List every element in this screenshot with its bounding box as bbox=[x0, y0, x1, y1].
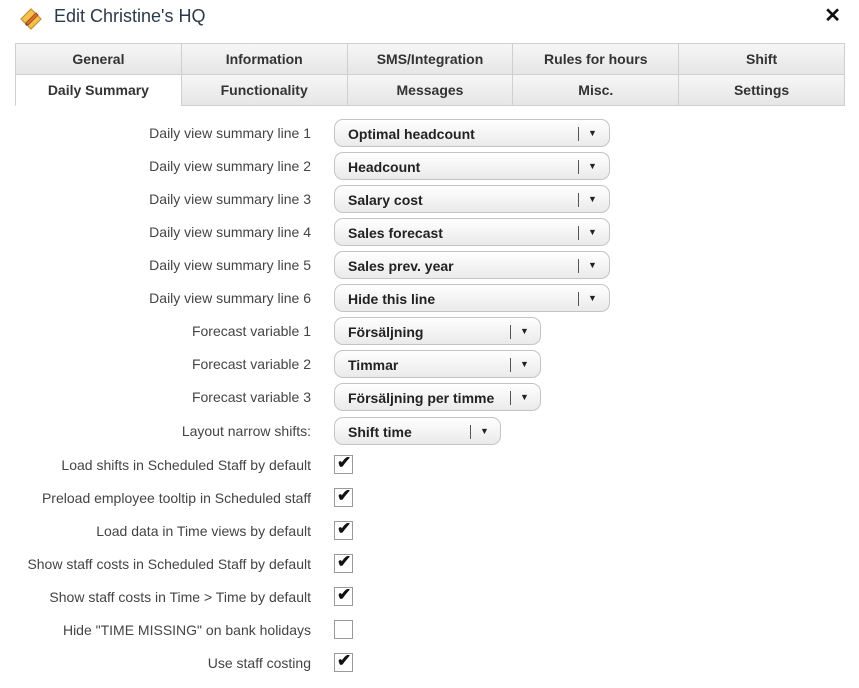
form-row bbox=[0, 251, 859, 279]
form-row bbox=[0, 152, 859, 180]
field-label: Preload employee tooltip in Scheduled staff bbox=[41, 490, 311, 506]
load-time-views-checkbox[interactable] bbox=[334, 521, 353, 540]
tab-general[interactable]: General bbox=[15, 43, 182, 75]
select-divider bbox=[470, 425, 471, 439]
select-value: Salary cost bbox=[348, 192, 423, 208]
tab-row-1 bbox=[15, 43, 845, 75]
checkmark-icon: ✔ bbox=[337, 585, 352, 604]
edit-pencil-icon bbox=[18, 5, 44, 31]
form-row bbox=[0, 218, 859, 246]
forecast-variable-3-select[interactable] bbox=[334, 383, 541, 411]
close-icon[interactable]: ✕ bbox=[824, 5, 841, 27]
tab-settings[interactable]: Settings bbox=[678, 74, 845, 106]
field-label: Show staff costs in Time > Time by default bbox=[49, 589, 311, 605]
checkmark-icon: ✔ bbox=[337, 486, 352, 505]
select-value: Timmar bbox=[348, 357, 399, 373]
select-value: Sales forecast bbox=[348, 225, 443, 241]
tab-information[interactable]: Information bbox=[181, 43, 348, 75]
form-row bbox=[0, 649, 859, 677]
field-label: Forecast variable 1 bbox=[191, 323, 311, 339]
load-shifts-checkbox[interactable] bbox=[334, 455, 353, 474]
checkmark-icon: ✔ bbox=[337, 519, 352, 538]
chevron-down-icon: ▼ bbox=[588, 194, 597, 204]
summary-line-1-select[interactable] bbox=[334, 119, 610, 147]
field-label: Hide "TIME MISSING" on bank holidays bbox=[62, 622, 311, 638]
tab-sms-integration[interactable]: SMS/Integration bbox=[347, 43, 514, 75]
field-label: Daily view summary line 4 bbox=[149, 224, 311, 240]
form-row bbox=[0, 417, 859, 445]
field-label: Load data in Time views by default bbox=[96, 523, 311, 539]
chevron-down-icon: ▼ bbox=[588, 128, 597, 138]
chevron-down-icon: ▼ bbox=[588, 293, 597, 303]
preload-tooltip-checkbox[interactable] bbox=[334, 488, 353, 507]
summary-line-4-select[interactable] bbox=[334, 218, 610, 246]
layout-narrow-shifts-select[interactable] bbox=[334, 417, 501, 445]
chevron-down-icon: ▼ bbox=[520, 326, 529, 336]
chevron-down-icon: ▼ bbox=[588, 227, 597, 237]
field-label: Daily view summary line 1 bbox=[149, 125, 311, 141]
form-row bbox=[0, 185, 859, 213]
summary-line-6-select[interactable] bbox=[334, 284, 610, 312]
checkmark-icon: ✔ bbox=[337, 453, 352, 472]
field-label: Forecast variable 3 bbox=[191, 389, 311, 405]
summary-line-2-select[interactable] bbox=[334, 152, 610, 180]
select-value: Försäljning bbox=[348, 324, 424, 340]
tab-messages[interactable]: Messages bbox=[347, 74, 514, 106]
tab-row-2 bbox=[15, 74, 845, 106]
field-label: Daily view summary line 5 bbox=[149, 257, 311, 273]
window-title: Edit Christine's HQ bbox=[54, 6, 206, 26]
forecast-variable-2-select[interactable] bbox=[334, 350, 541, 378]
use-staff-costing-checkbox[interactable] bbox=[334, 653, 353, 672]
tab-daily-summary[interactable]: Daily Summary bbox=[15, 74, 182, 106]
select-value: Shift time bbox=[348, 424, 412, 440]
hide-time-missing-checkbox[interactable] bbox=[334, 620, 353, 639]
field-label: Daily view summary line 3 bbox=[149, 191, 311, 207]
checkmark-icon: ✔ bbox=[337, 552, 352, 571]
form-row bbox=[0, 350, 859, 378]
select-value: Optimal headcount bbox=[348, 126, 475, 142]
field-label: Daily view summary line 6 bbox=[149, 290, 311, 306]
select-value: Headcount bbox=[348, 159, 421, 175]
form-row bbox=[0, 284, 859, 312]
tab-bar bbox=[15, 43, 845, 106]
select-divider bbox=[578, 226, 579, 240]
form-row bbox=[0, 583, 859, 611]
select-divider bbox=[578, 259, 579, 273]
tab-rules-for-hours[interactable]: Rules for hours bbox=[512, 43, 679, 75]
select-divider bbox=[578, 193, 579, 207]
form-row bbox=[0, 517, 859, 545]
field-label: Use staff costing bbox=[207, 655, 311, 671]
form-row bbox=[0, 451, 859, 479]
staff-costs-scheduled-checkbox[interactable] bbox=[334, 554, 353, 573]
summary-line-3-select[interactable] bbox=[334, 185, 610, 213]
tab-misc[interactable]: Misc. bbox=[512, 74, 679, 106]
checkmark-icon: ✔ bbox=[337, 651, 352, 670]
chevron-down-icon: ▼ bbox=[588, 161, 597, 171]
field-label: Forecast variable 2 bbox=[191, 356, 311, 372]
select-value: Hide this line bbox=[348, 291, 436, 307]
summary-line-5-select[interactable] bbox=[334, 251, 610, 279]
field-label: Layout narrow shifts: bbox=[181, 423, 311, 439]
select-divider bbox=[578, 160, 579, 174]
select-divider bbox=[578, 292, 579, 306]
field-label: Show staff costs in Scheduled Staff by default bbox=[27, 556, 311, 572]
form-row bbox=[0, 484, 859, 512]
select-value: Sales prev. year bbox=[348, 258, 454, 274]
tab-shift[interactable]: Shift bbox=[678, 43, 845, 75]
title-bar bbox=[0, 0, 859, 36]
select-divider bbox=[578, 127, 579, 141]
field-label: Daily view summary line 2 bbox=[149, 158, 311, 174]
chevron-down-icon: ▼ bbox=[520, 392, 529, 402]
select-divider bbox=[510, 391, 511, 405]
select-divider bbox=[510, 325, 511, 339]
tab-functionality[interactable]: Functionality bbox=[181, 74, 348, 106]
chevron-down-icon: ▼ bbox=[480, 426, 489, 436]
form-row bbox=[0, 383, 859, 411]
chevron-down-icon: ▼ bbox=[588, 260, 597, 270]
form-row bbox=[0, 317, 859, 345]
form-row bbox=[0, 119, 859, 147]
staff-costs-time-checkbox[interactable] bbox=[334, 587, 353, 606]
select-divider bbox=[510, 358, 511, 372]
select-value: Försäljning per timme bbox=[348, 390, 495, 406]
form-row bbox=[0, 550, 859, 578]
field-label: Load shifts in Scheduled Staff by default bbox=[61, 457, 311, 473]
forecast-variable-1-select[interactable] bbox=[334, 317, 541, 345]
form-row bbox=[0, 616, 859, 644]
chevron-down-icon: ▼ bbox=[520, 359, 529, 369]
